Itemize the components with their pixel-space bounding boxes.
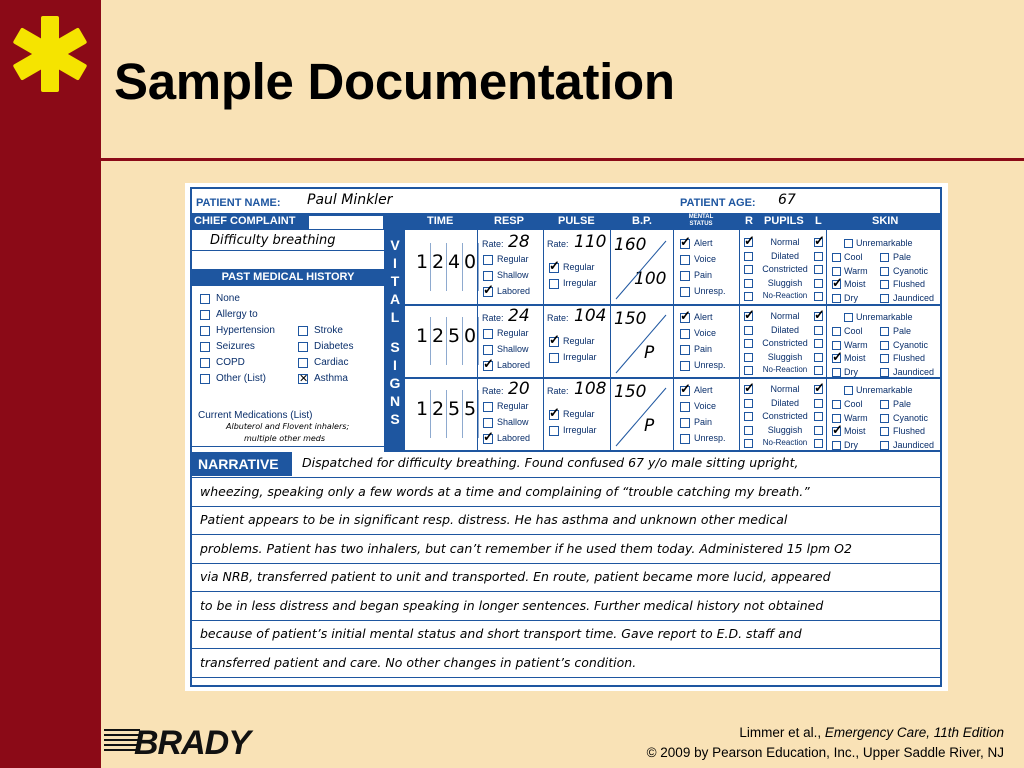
pulse-option-label: Regular [563, 409, 595, 419]
pmh-checkbox-allergy[interactable] [200, 310, 210, 320]
time-digit: 0 [464, 325, 477, 347]
skin-unremarkable-checkbox[interactable] [844, 313, 853, 322]
skin-right-checkbox[interactable] [880, 441, 889, 450]
skin-unremarkable-checkbox[interactable] [844, 386, 853, 395]
narrative-rule [192, 477, 940, 478]
skin-left-label: Cool [844, 252, 863, 262]
skin-left-label: Moist [844, 426, 866, 436]
pupil-r-checkbox[interactable] [744, 279, 753, 288]
slide-title: Sample Documentation [114, 53, 675, 110]
pulse-option-checkbox[interactable] [549, 353, 559, 363]
resp-option-label: Shallow [497, 270, 529, 280]
pupil-option-label: Dilated [770, 324, 799, 335]
mental-option-label: Alert [694, 385, 713, 395]
time-digit-divider [430, 390, 431, 438]
narrative-line: transferred patient and care. No other changes in patient’s condition. [200, 655, 637, 670]
rule-line [384, 450, 940, 452]
skin-right-label: Cyanotic [893, 339, 929, 350]
time-digit: 2 [432, 325, 445, 347]
skin-left-label: Dry [844, 439, 858, 450]
pupil-r-checkbox[interactable] [744, 312, 753, 321]
time-digit: 1 [416, 325, 429, 347]
pupil-l-checkbox[interactable] [814, 265, 823, 274]
resp-rate-label: Rate: [482, 386, 504, 396]
resp-option-checkbox[interactable] [483, 345, 493, 355]
resp-option-label: Regular [497, 401, 529, 411]
skin-unremarkable-checkbox[interactable] [844, 239, 853, 248]
mental-option-label: Voice [694, 254, 717, 264]
pupil-option-label: Sluggish [767, 277, 803, 288]
patient-name-label: PATIENT NAME: [196, 197, 281, 209]
pupil-r-checkbox[interactable] [744, 439, 753, 448]
pupil-l-checkbox[interactable] [814, 312, 823, 321]
pmh-label-other: Other (List) [216, 373, 267, 384]
narrative-rule [192, 677, 940, 678]
resp-option-checkbox[interactable] [483, 361, 493, 371]
pupil-l-checkbox[interactable] [814, 326, 823, 335]
patient-name-value: Paul Minkler [307, 192, 393, 208]
skin-right-label: Jaundiced [893, 292, 935, 303]
pupil-option-label: Dilated [770, 397, 799, 408]
pupil-r-checkbox[interactable] [744, 426, 753, 435]
pupil-option-label: Normal [770, 237, 800, 247]
narrative-rule [192, 563, 940, 564]
rule-line [673, 230, 674, 452]
bp-systolic: 150 [614, 309, 647, 329]
mental-option-label: Pain [694, 270, 713, 280]
skin-right-checkbox[interactable] [880, 327, 889, 336]
skin-left-label: Cool [844, 399, 863, 409]
chief-complaint-value: Difficulty breathing [210, 233, 336, 248]
pupil-l-checkbox[interactable] [814, 412, 823, 421]
time-digit: 1 [416, 251, 429, 273]
skin-right-label: Flushed [893, 353, 926, 363]
pupil-option-label: No-Reaction [762, 365, 808, 374]
skin-unremarkable-label: Unremarkable [856, 312, 913, 322]
title-divider [101, 158, 1024, 161]
mental-option-checkbox[interactable] [680, 345, 690, 355]
skin-right-label: Flushed [893, 426, 926, 436]
skin-left-label: Dry [844, 292, 858, 303]
skin-left-checkbox[interactable] [832, 354, 841, 363]
rule-line [610, 230, 611, 452]
mental-option-checkbox[interactable] [680, 418, 690, 428]
pupil-option-label: No-Reaction [762, 291, 808, 300]
resp-option-label: Labored [497, 360, 531, 370]
mental-option-checkbox[interactable] [680, 361, 690, 371]
time-digit: 5 [464, 398, 477, 420]
skin-right-label: Jaundiced [893, 439, 935, 450]
pulse-rate-value: 110 [574, 232, 607, 252]
pupil-option-label: Constricted [762, 264, 808, 274]
copyright: © 2009 by Pearson Education, Inc., Upper Saddle River, NJ [646, 745, 1004, 760]
vital-letter: S [390, 339, 400, 355]
resp-option-label: Shallow [497, 344, 529, 354]
bp-systolic: 150 [614, 382, 647, 402]
skin-right-checkbox[interactable] [880, 400, 889, 409]
narrative-line: via NRB, transferred patient to unit and transported. En route, patient became more lucid, appeared [200, 569, 831, 584]
header-mental-status: MENTAL STATUS [688, 214, 714, 227]
resp-rate-value: 28 [508, 232, 530, 252]
bp-diastolic: P [644, 343, 655, 363]
skin-right-checkbox[interactable] [880, 280, 889, 289]
citation-prefix: Limmer et al., [739, 725, 825, 740]
bp-diastolic: P [644, 416, 655, 436]
pulse-option-checkbox[interactable] [549, 263, 559, 273]
pupil-option-label: Normal [770, 311, 800, 321]
patient-care-report-form [185, 183, 948, 691]
pmh-label-stroke: Stroke [314, 325, 343, 336]
pupil-r-checkbox[interactable] [744, 238, 753, 247]
narrative-label: NARRATIVE [192, 452, 292, 476]
skin-right-label: Pale [893, 326, 912, 336]
skin-left-checkbox[interactable] [832, 294, 841, 303]
narrative-line: wheezing, speaking only a few words at a time and complaining of “trouble catching my breath.” [200, 484, 810, 499]
time-digit-divider [430, 243, 431, 291]
left-accent-bar [0, 0, 101, 768]
pmh-label-seizures: Seizures [216, 341, 255, 352]
pulse-rate-label: Rate: [547, 386, 569, 396]
mental-option-label: Alert [694, 312, 713, 322]
narrative-rule [192, 620, 940, 621]
time-digit-divider [478, 390, 479, 438]
pupil-l-checkbox[interactable] [814, 439, 823, 448]
pupil-option-label: Sluggish [767, 351, 803, 362]
time-digit: 2 [432, 251, 445, 273]
resp-option-checkbox[interactable] [483, 418, 493, 428]
pupil-r-checkbox[interactable] [744, 326, 753, 335]
header-resp: RESP [494, 215, 524, 227]
skin-left-label: Moist [844, 353, 866, 363]
resp-option-checkbox[interactable] [483, 287, 493, 297]
pupil-option-label: Sluggish [767, 424, 803, 435]
skin-right-label: Pale [893, 399, 912, 409]
skin-right-label: Pale [893, 252, 912, 262]
skin-left-label: Warm [844, 265, 868, 276]
header-bp: B.P. [632, 215, 652, 227]
pmh-checkbox-seizures[interactable] [200, 342, 210, 352]
time-digit-divider [446, 317, 447, 365]
mental-option-checkbox[interactable] [680, 271, 690, 281]
asterisk-star-icon [10, 14, 90, 94]
narrative-rule [192, 648, 940, 649]
header-time: TIME [427, 215, 454, 227]
time-digit-divider [446, 390, 447, 438]
skin-left-checkbox[interactable] [832, 253, 841, 262]
citation [647, 723, 1004, 763]
pupil-option-label: No-Reaction [762, 438, 808, 447]
time-digit-divider [446, 243, 447, 291]
time-digit: 1 [416, 398, 429, 420]
mental-option-checkbox[interactable] [680, 255, 690, 265]
vital-letter: G [389, 375, 401, 391]
skin-left-checkbox[interactable] [832, 427, 841, 436]
time-digit-divider [462, 243, 463, 291]
rule-line [543, 230, 544, 452]
skin-left-label: Dry [844, 366, 858, 377]
header-pupils: PUPILS [764, 215, 804, 227]
narrative-rule [192, 506, 940, 507]
mental-option-label: Alert [694, 238, 713, 248]
skin-left-checkbox[interactable] [832, 441, 841, 450]
patient-age-label: PATIENT AGE: [680, 197, 756, 209]
pulse-option-checkbox[interactable] [549, 279, 559, 289]
vital-letter: N [389, 393, 401, 409]
pupil-r-checkbox[interactable] [744, 412, 753, 421]
mental-option-label: Pain [694, 417, 713, 427]
meds-value-line1: Albuterol and Flovent inhalers; [226, 422, 350, 431]
pmh-label-allergy: Allergy to [216, 309, 258, 320]
vital-letter: T [390, 273, 400, 289]
skin-right-checkbox[interactable] [880, 427, 889, 436]
resp-option-checkbox[interactable] [483, 434, 493, 444]
pmh-label: PAST MEDICAL HISTORY [192, 269, 384, 286]
pulse-option-checkbox[interactable] [549, 410, 559, 420]
pupil-l-checkbox[interactable] [814, 366, 823, 375]
skin-right-checkbox[interactable] [880, 253, 889, 262]
pupil-l-checkbox[interactable] [814, 238, 823, 247]
mental-option-checkbox[interactable] [680, 313, 690, 323]
patient-age-value: 67 [778, 192, 796, 208]
time-digit-divider [462, 317, 463, 365]
chief-complaint-label: CHIEF COMPLAINT [194, 215, 296, 227]
skin-right-checkbox[interactable] [880, 294, 889, 303]
pmh-checkbox-hypertension[interactable] [200, 326, 210, 336]
vital-letter: A [389, 291, 401, 307]
resp-option-label: Regular [497, 328, 529, 338]
time-digit: 5 [448, 398, 461, 420]
chief-complaint-blank [309, 216, 383, 229]
pupil-l-checkbox[interactable] [814, 292, 823, 301]
skin-left-label: Moist [844, 279, 866, 289]
rule-line [192, 446, 384, 447]
meds-value-line2: multiple other meds [244, 434, 326, 443]
skin-right-checkbox[interactable] [880, 368, 889, 377]
narrative-rule [192, 591, 940, 592]
pupil-r-checkbox[interactable] [744, 252, 753, 261]
resp-rate-value: 20 [508, 379, 530, 399]
skin-unremarkable-label: Unremarkable [856, 238, 913, 248]
mental-option-label: Voice [694, 328, 717, 338]
pulse-option-label: Regular [563, 336, 595, 346]
pmh-label-cardiac: Cardiac [314, 357, 349, 368]
skin-right-checkbox[interactable] [880, 267, 889, 276]
time-digit: 0 [464, 251, 477, 273]
pupil-r-checkbox[interactable] [744, 366, 753, 375]
skin-left-label: Cool [844, 326, 863, 336]
resp-option-label: Regular [497, 254, 529, 264]
pupil-option-label: Constricted [762, 338, 808, 348]
time-digit: 5 [448, 325, 461, 347]
pulse-option-label: Regular [563, 262, 595, 272]
resp-option-label: Labored [497, 433, 531, 443]
skin-left-checkbox[interactable] [832, 368, 841, 377]
pupil-l-checkbox[interactable] [814, 353, 823, 362]
pulse-option-checkbox[interactable] [549, 426, 559, 436]
skin-right-label: Flushed [893, 279, 926, 289]
rule-line [192, 250, 384, 251]
bp-diastolic: 100 [634, 269, 667, 289]
resp-option-checkbox[interactable] [483, 402, 493, 412]
pmh-label-hypertension: Hypertension [216, 325, 275, 336]
rule-line [405, 377, 940, 379]
mental-option-label: Unresp. [694, 286, 726, 296]
bp-systolic: 160 [614, 235, 647, 255]
vital-letter: L [390, 309, 400, 325]
header-skin: SKIN [872, 215, 899, 227]
pulse-rate-label: Rate: [547, 313, 569, 323]
skin-right-label: Cyanotic [893, 265, 929, 276]
time-digit-divider [462, 390, 463, 438]
time-digit: 4 [448, 251, 461, 273]
pmh-label-diabetes: Diabetes [314, 341, 354, 352]
meds-label: Current Medications (List) [198, 410, 313, 421]
pupil-r-checkbox[interactable] [744, 353, 753, 362]
pmh-checkbox-copd[interactable] [200, 358, 210, 368]
bp-slash [612, 311, 672, 377]
time-digit-divider [478, 317, 479, 365]
vital-letter: I [393, 357, 397, 373]
pulse-option-label: Irregular [563, 278, 597, 288]
mental-option-checkbox[interactable] [680, 329, 690, 339]
pulse-rate-label: Rate: [547, 239, 569, 249]
narrative-rule [192, 534, 940, 535]
pupil-option-label: Constricted [762, 411, 808, 421]
mental-option-checkbox[interactable] [680, 434, 690, 444]
resp-rate-label: Rate: [482, 239, 504, 249]
pmh-label-copd: COPD [216, 357, 245, 368]
pmh-label-asthma: Asthma [314, 373, 348, 384]
resp-rate-value: 24 [508, 306, 530, 326]
mental-option-label: Voice [694, 401, 717, 411]
skin-right-label: Cyanotic [893, 412, 929, 423]
mental-option-label: Pain [694, 344, 713, 354]
pulse-option-checkbox[interactable] [549, 337, 559, 347]
pupil-r-checkbox[interactable] [744, 399, 753, 408]
pupil-l-checkbox[interactable] [814, 279, 823, 288]
mental-option-checkbox[interactable] [680, 287, 690, 297]
pulse-option-label: Irregular [563, 425, 597, 435]
skin-right-checkbox[interactable] [880, 354, 889, 363]
pupil-r-checkbox[interactable] [744, 265, 753, 274]
pulse-rate-value: 104 [574, 306, 607, 326]
narrative-line: to be in less distress and began speaking in longer sentences. Further medical history not obtained [200, 598, 824, 613]
pulse-option-label: Irregular [563, 352, 597, 362]
pupil-r-checkbox[interactable] [744, 385, 753, 394]
pmh-checkbox-asthma[interactable] [298, 374, 308, 384]
skin-unremarkable-label: Unremarkable [856, 385, 913, 395]
mental-option-label: Unresp. [694, 360, 726, 370]
resp-option-checkbox[interactable] [483, 271, 493, 281]
rule-line [739, 230, 740, 452]
skin-left-label: Warm [844, 412, 868, 423]
pupil-option-label: Normal [770, 384, 800, 394]
vital-letter: I [393, 255, 397, 271]
rule-line [826, 230, 827, 452]
resp-option-checkbox[interactable] [483, 329, 493, 339]
resp-rate-label: Rate: [482, 313, 504, 323]
resp-option-label: Shallow [497, 417, 529, 427]
vital-letter: S [390, 411, 400, 427]
pupil-l-checkbox[interactable] [814, 426, 823, 435]
pupil-l-checkbox[interactable] [814, 399, 823, 408]
pmh-checkbox-cardiac[interactable] [298, 358, 308, 368]
skin-right-checkbox[interactable] [880, 414, 889, 423]
svg-text:BRADY: BRADY [134, 724, 250, 759]
citation-title: Emergency Care, 11th Edition [824, 725, 1004, 740]
bp-slash [612, 237, 672, 303]
pmh-checkbox-stroke[interactable] [298, 326, 308, 336]
skin-left-checkbox[interactable] [832, 400, 841, 409]
time-digit-divider [478, 243, 479, 291]
pupil-r-checkbox[interactable] [744, 339, 753, 348]
mental-option-checkbox[interactable] [680, 402, 690, 412]
bp-slash [612, 384, 672, 450]
skin-left-checkbox[interactable] [832, 327, 841, 336]
resp-option-label: Labored [497, 286, 531, 296]
header-r: R [745, 215, 753, 227]
skin-left-checkbox[interactable] [832, 280, 841, 289]
narrative-line: Dispatched for difficulty breathing. Found confused 67 y/o male sitting upright, [302, 455, 799, 470]
mental-option-label: Unresp. [694, 433, 726, 443]
narrative-line: problems. Patient has two inhalers, but can’t remember if he used them today. Administered 15 lpm O2 [200, 541, 852, 556]
header-l: L [815, 215, 822, 227]
pmh-checkbox-other[interactable] [200, 374, 210, 384]
skin-left-label: Warm [844, 339, 868, 350]
pupil-l-checkbox[interactable] [814, 385, 823, 394]
pupil-l-checkbox[interactable] [814, 252, 823, 261]
vital-letter: V [390, 237, 400, 253]
pmh-label-none: None [216, 293, 240, 304]
mental-option-checkbox[interactable] [680, 239, 690, 249]
pmh-checkbox-diabetes[interactable] [298, 342, 308, 352]
pupil-option-label: Dilated [770, 250, 799, 261]
narrative-line: Patient appears to be in significant resp. distress. He has asthma and unknown other medical [200, 512, 788, 527]
skin-right-checkbox[interactable] [880, 341, 889, 350]
narrative-line: because of patient’s initial mental status and short transport time. Gave report to E.D. staff and [200, 626, 802, 641]
rule-line [405, 304, 940, 306]
pmh-checkbox-none[interactable] [200, 294, 210, 304]
pupil-r-checkbox[interactable] [744, 292, 753, 301]
skin-right-label: Jaundiced [893, 366, 935, 377]
brady-logo [104, 723, 294, 759]
time-digit: 2 [432, 398, 445, 420]
mental-option-checkbox[interactable] [680, 386, 690, 396]
pupil-l-checkbox[interactable] [814, 339, 823, 348]
resp-option-checkbox[interactable] [483, 255, 493, 265]
header-pulse: PULSE [558, 215, 595, 227]
time-digit-divider [430, 317, 431, 365]
pulse-rate-value: 108 [574, 379, 607, 399]
